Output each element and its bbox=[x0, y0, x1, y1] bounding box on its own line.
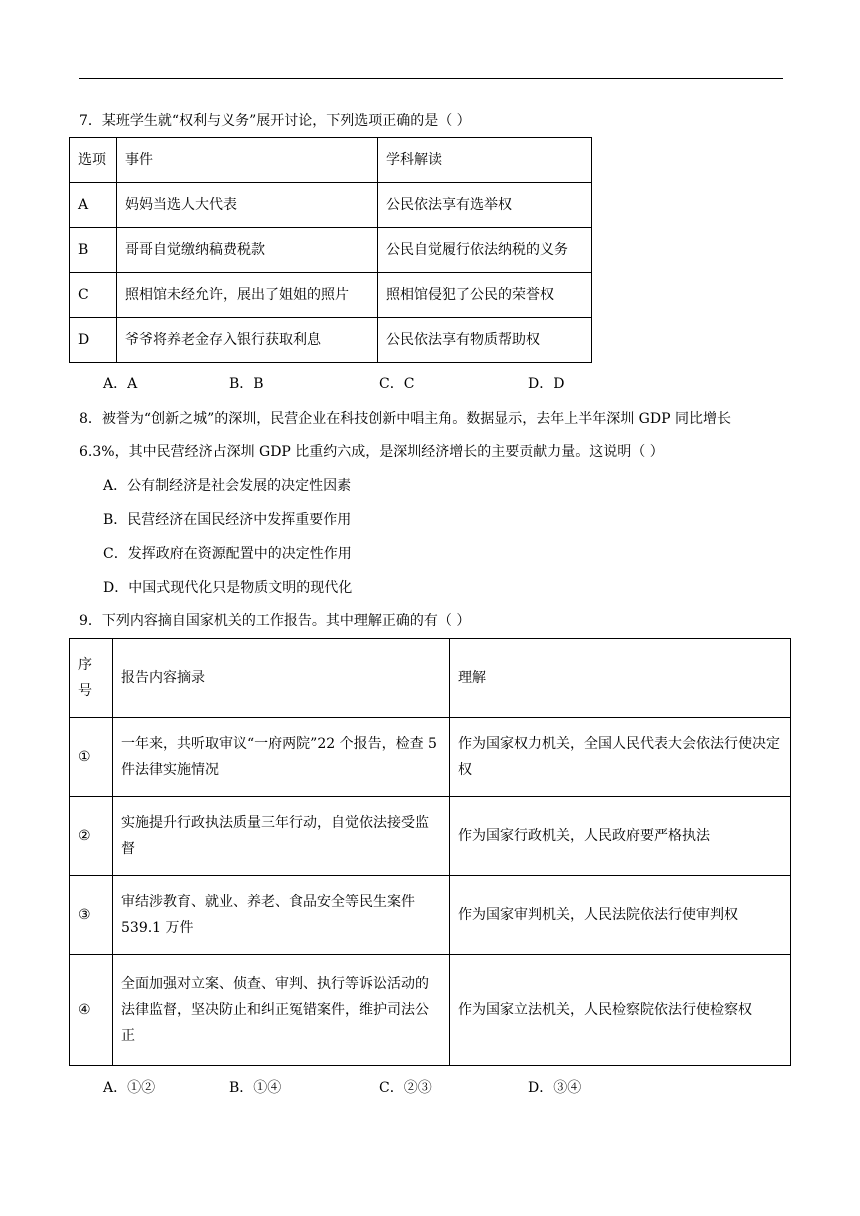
table-cell: 一年来，共听取审议“一府两院”22 个报告，检查 5 件法律实施情况 bbox=[113, 718, 450, 797]
q8-option-b[interactable]: B．民营经济在国民经济中发挥重要作用 bbox=[103, 512, 352, 528]
table-cell: 爷爷将养老金存入银行获取利息 bbox=[117, 318, 378, 363]
option-c[interactable]: C．②③ bbox=[379, 1080, 432, 1096]
table-header-row bbox=[70, 639, 791, 718]
table-cell: 实施提升行政执法质量三年行动，自觉依法接受监督 bbox=[113, 797, 450, 876]
table-cell: 照相馆未经允许，展出了姐姐的照片 bbox=[117, 273, 378, 318]
table-cell: 作为国家审判机关，人民法院依法行使审判权 bbox=[450, 876, 791, 955]
table-cell: ③ bbox=[70, 876, 113, 955]
table-cell: A bbox=[70, 183, 117, 228]
table-cell: 作为国家权力机关，全国人民代表大会依法行使决定权 bbox=[450, 718, 791, 797]
q8-option-c[interactable]: C．发挥政府在资源配置中的决定性作用 bbox=[103, 546, 352, 562]
table-header-row bbox=[70, 138, 592, 183]
table-cell: ④ bbox=[70, 955, 113, 1066]
table-cell: B bbox=[70, 228, 117, 273]
q7-stem: 7．某班学生就“权利与义务”展开讨论，下列选项正确的是（ ） bbox=[79, 113, 471, 129]
table-cell: 公民依法享有物质帮助权 bbox=[378, 318, 592, 363]
table-row bbox=[70, 183, 592, 228]
option-d[interactable]: D．③④ bbox=[528, 1080, 582, 1096]
table-cell: 哥哥自觉缴纳稿费税款 bbox=[117, 228, 378, 273]
table-cell: 作为国家立法机关，人民检察院依法行使检察权 bbox=[450, 955, 791, 1066]
table-row bbox=[70, 718, 791, 797]
table-row bbox=[70, 876, 791, 955]
table-row bbox=[70, 228, 592, 273]
q7-options bbox=[0, 374, 860, 394]
table-cell: 作为国家行政机关，人民政府要严格执法 bbox=[450, 797, 791, 876]
option-c[interactable]: C．C bbox=[379, 376, 415, 392]
table-cell: 公民自觉履行依法纳税的义务 bbox=[378, 228, 592, 273]
option-d[interactable]: D．D bbox=[528, 376, 565, 392]
table-cell: 妈妈当选人大代表 bbox=[117, 183, 378, 228]
option-a[interactable]: A．A bbox=[103, 376, 138, 392]
q9-options bbox=[0, 1078, 860, 1098]
table-row bbox=[70, 273, 592, 318]
q8-option-d[interactable]: D．中国式现代化只是物质文明的现代化 bbox=[103, 580, 353, 596]
q8-option-a[interactable]: A．公有制经济是社会发展的决定性因素 bbox=[103, 478, 352, 494]
header-cell: 事件 bbox=[117, 138, 378, 183]
header-cell: 序号 bbox=[70, 639, 113, 718]
table-cell: 照相馆侵犯了公民的荣誉权 bbox=[378, 273, 592, 318]
option-b[interactable]: B．①④ bbox=[229, 1080, 282, 1096]
table-cell: 审结涉教育、就业、养老、食品安全等民生案件 539.1 万件 bbox=[113, 876, 450, 955]
q8-stem-line1: 8．被誉为“创新之城”的深圳，民营企业在科技创新中唱主角。数据显示，去年上半年深圳 GDP 同比增长 bbox=[79, 411, 731, 427]
q7-table bbox=[69, 137, 592, 363]
table-cell: D bbox=[70, 318, 117, 363]
option-a[interactable]: A．①② bbox=[103, 1080, 156, 1096]
table-row bbox=[70, 318, 592, 363]
option-b[interactable]: B．B bbox=[229, 376, 264, 392]
header-rule bbox=[79, 78, 783, 79]
q9-stem: 9．下列内容摘自国家机关的工作报告。其中理解正确的有（ ） bbox=[79, 613, 471, 629]
table-cell: ② bbox=[70, 797, 113, 876]
table-row bbox=[70, 797, 791, 876]
q8-stem-line2: 6.3%，其中民营经济占深圳 GDP 比重约六成，是深圳经济增长的主要贡献力量。这说明（ ） bbox=[79, 444, 664, 460]
table-cell: C bbox=[70, 273, 117, 318]
table-cell: ① bbox=[70, 718, 113, 797]
table-cell: 全面加强对立案、侦查、审判、执行等诉讼活动的法律监督，坚决防止和纠正冤错案件，维护司法公正 bbox=[113, 955, 450, 1066]
header-cell: 选项 bbox=[70, 138, 117, 183]
header-cell: 学科解读 bbox=[378, 138, 592, 183]
q9-table bbox=[69, 638, 791, 1066]
header-cell: 理解 bbox=[450, 639, 791, 718]
table-cell: 公民依法享有选举权 bbox=[378, 183, 592, 228]
header-cell: 报告内容摘录 bbox=[113, 639, 450, 718]
table-row bbox=[70, 955, 791, 1066]
